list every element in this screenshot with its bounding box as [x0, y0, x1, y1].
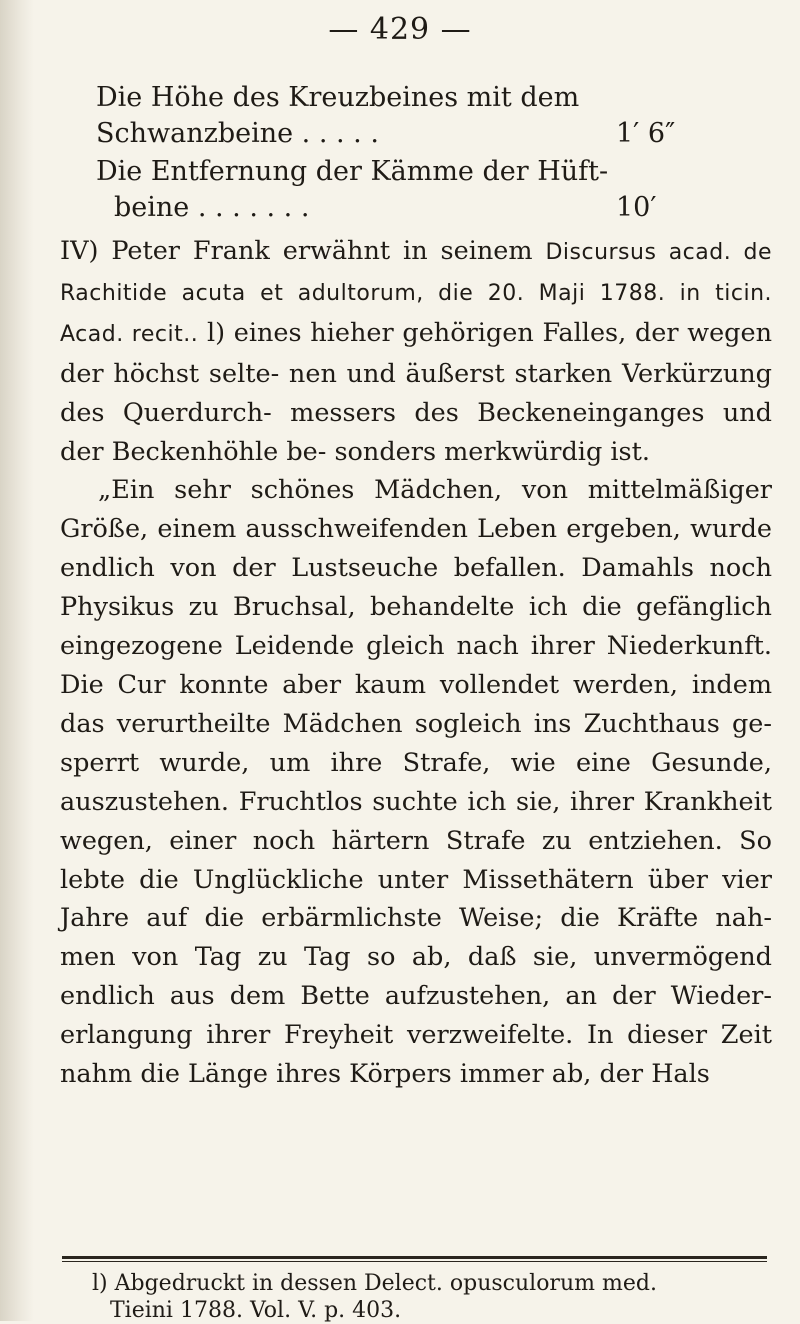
page-number: — 429 — [328, 12, 472, 47]
measurement-value-2: 10′ [616, 192, 657, 223]
footnote-line-2: Tieini 1788. Vol. V. p. 403. [110, 1298, 402, 1323]
measurement-label-2a: Die Entfernung der Kämme der Hüft- [96, 156, 609, 187]
footnote [92, 1270, 782, 1324]
footnote-rule-thick [62, 1256, 767, 1259]
measurement-value-1: 1′ 6″ [616, 118, 676, 149]
measurement-label-2b: beine . . . . . . . [114, 192, 310, 223]
measurement-label-1a: Die Höhe des Kreuzbeines mit dem [96, 82, 580, 113]
case-description: l) eines hieher gehörigen Falles, der wegen der höchst selte- nen und äußerst starken Verkürzung des Querdurch- messers des Beckeneinganges und der Beckenhöhle be- sonders merkwürdig ist. [60, 317, 773, 467]
measurement-row-2 [96, 154, 746, 226]
body-text [60, 232, 772, 1094]
case-marker: IV) [60, 236, 99, 266]
paragraph-quotation: „Ein sehr schönes Mädchen, von mittelmäßiger Größe, einem ausschweifenden Leben ergeben, wurde endlich von der Lustseuche befallen. Damahls noch Physikus zu Bruchsal, behandelte ich die gefänglich eingezogene Leidende gleich nach ihrer Niederkunft. Die Cur konnte aber kaum vollendet werden, indem das verurtheilte Mädchen sogleich ins Zuchthaus ge- sperrt wurde, um ihre Strafe, wie eine Gesunde, auszustehen. Fruchtlos suchte ich sie, ihrer Krankheit wegen, einer noch härtern Strafe zu entziehen. So lebte die Unglückliche unter Missethätern über vier Jahre auf die erbärmlichste Weise; die Kräfte nah- men von Tag zu Tag so ab, daß sie, unvermögend endlich aus dem Bette aufzustehen, an der Wieder- erlangung ihrer Freyheit verzweifelte. In dieser Zeit nahm die Länge ihres Körpers immer ab, der Hals [60, 475, 772, 1090]
measurement-row-1 [96, 80, 746, 152]
page-binding-shadow [0, 0, 34, 1321]
measurement-label-1b: Schwanzbeine . . . . . [96, 118, 379, 149]
footnote-line-1: Abgedruckt in dessen Delect. opusculorum med. [114, 1271, 657, 1296]
paragraph-case-iv [60, 232, 772, 471]
case-intro: Peter Frank erwähnt in seinem [111, 236, 533, 266]
latin-citation: Discursus acad. de Rachitide acuta et adultorum, die 20. Maji 1788. in ticin. Acad. recit.. [60, 240, 773, 347]
footnote-rule-thin [62, 1261, 767, 1262]
footnote-marker: l) [92, 1271, 108, 1296]
